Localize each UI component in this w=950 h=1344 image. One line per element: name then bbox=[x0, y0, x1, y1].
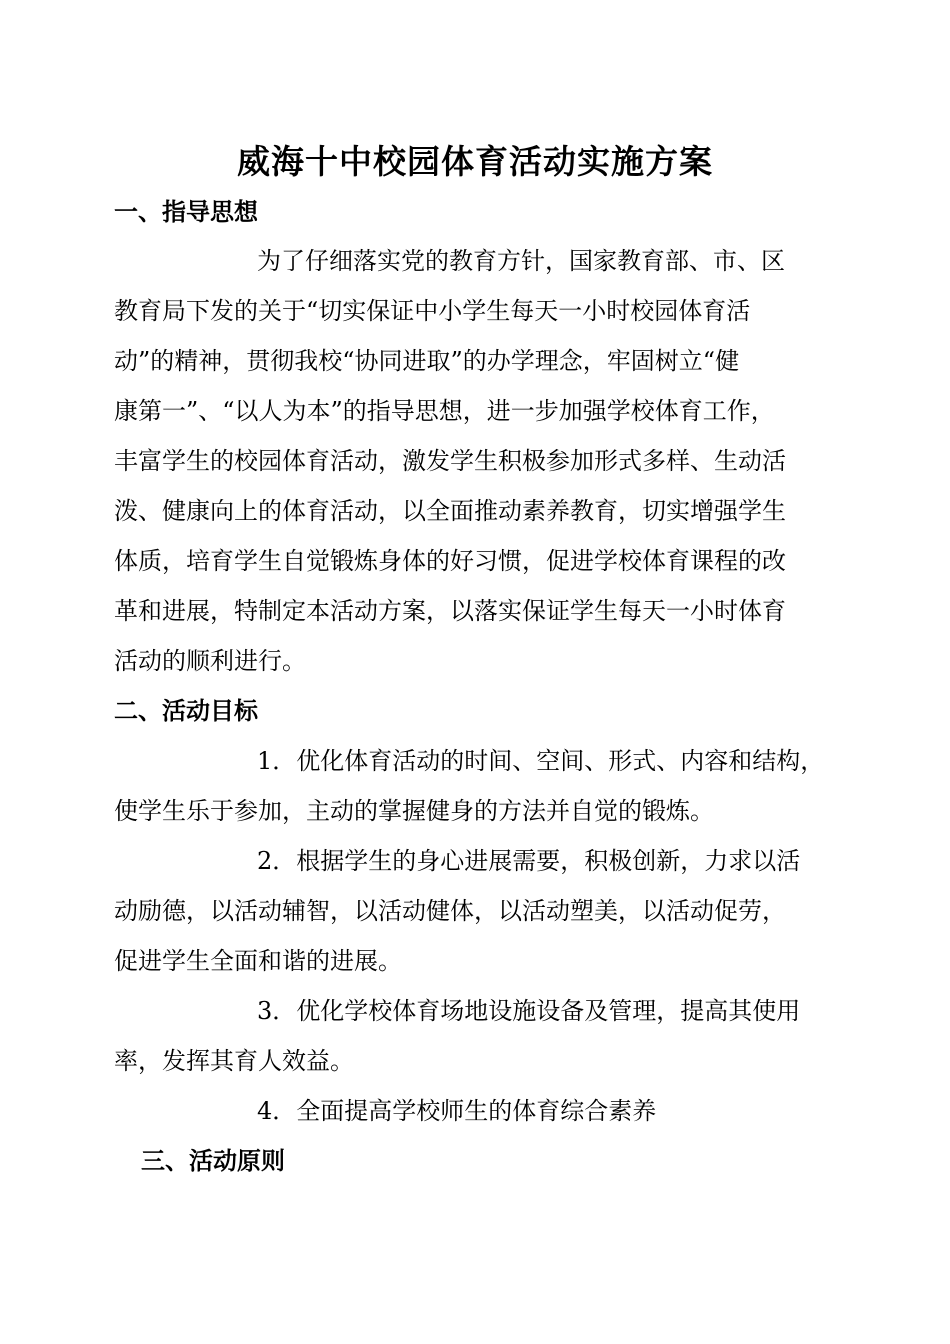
paragraph-line: 教育局下发的关于“切实保证中小学生每天一小时校园体育活 bbox=[114, 297, 751, 325]
section-heading-activity-principles: 三、活动原则 bbox=[141, 1146, 285, 1175]
paragraph-line: 促进学生全面和谐的进展。 bbox=[114, 947, 402, 975]
paragraph-line: 使学生乐于参加，主动的掌握健身的方法并自觉的锻炼。 bbox=[114, 797, 714, 825]
section-heading-activity-goals: 二、活动目标 bbox=[114, 696, 258, 725]
paragraph-line: 革和进展，特制定本活动方案，以落实保证学生每天一小时体育 bbox=[114, 597, 786, 625]
section-heading-guiding-ideology: 一、指导思想 bbox=[114, 197, 258, 226]
paragraph-line: 体质，培育学生自觉锻炼身体的好习惯，促进学校体育课程的改 bbox=[114, 547, 786, 575]
paragraph-line: 2．根据学生的身心进展需要，积极创新，力求以活 bbox=[257, 847, 801, 875]
paragraph-line: 泼、健康向上的体育活动，以全面推动素养教育，切实增强学生 bbox=[114, 497, 786, 525]
document-title: 威海十中校园体育活动实施方案 bbox=[237, 142, 713, 181]
paragraph-line: 率，发挥其育人效益。 bbox=[114, 1047, 354, 1075]
paragraph-line: 动励德，以活动辅智，以活动健体，以活动塑美，以活动促劳， bbox=[114, 897, 786, 925]
paragraph-line: 4．全面提高学校师生的体育综合素养 bbox=[257, 1097, 657, 1125]
paragraph-line: 丰富学生的校园体育活动，激发学生积极参加形式多样、生动活 bbox=[114, 447, 786, 475]
paragraph-line: 3．优化学校体育场地设施设备及管理，提高其使用 bbox=[257, 997, 801, 1025]
paragraph-line: 活动的顺利进行。 bbox=[114, 647, 306, 675]
paragraph-line: 康第一”、“以人为本”的指导思想，进一步加强学校体育工作， bbox=[114, 397, 775, 425]
paragraph-line: 为了仔细落实党的教育方针，国家教育部、市、区 bbox=[257, 247, 785, 275]
paragraph-line: 1．优化体育活动的时间、空间、形式、内容和结构， bbox=[257, 747, 825, 775]
paragraph-line: 动”的精神，贯彻我校“协同进取”的办学理念，牢固树立“健 bbox=[114, 347, 740, 375]
